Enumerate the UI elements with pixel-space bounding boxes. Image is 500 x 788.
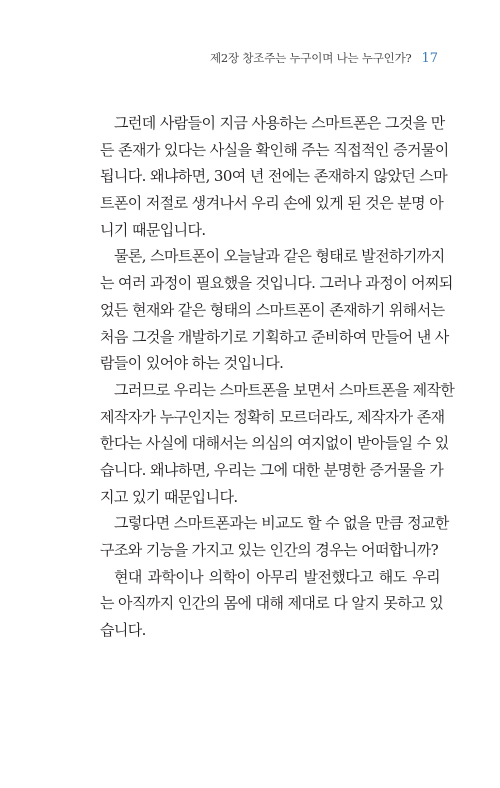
text-line: 현대 과학이나 의학이 아무리 발전했다고 해도 우리 [114, 567, 440, 586]
text-line: 그런데 사람들이 지금 사용하는 스마트폰은 그것을 만 [114, 114, 445, 132]
text-line: 한다는 사실에 대해서는 의심의 여지없이 받아들일 수 있 [100, 434, 449, 453]
text-line: 었든 현재와 같은 형태의 스마트폰이 존재하기 위해서는 [100, 300, 445, 319]
paragraph [100, 564, 444, 644]
text-line: 구조와 기능을 가지고 있는 인간의 경우는 어떠합니까? [100, 541, 439, 559]
text-line: 든 존재가 있다는 사실을 확인해 주는 직접적인 증거물이 [100, 140, 449, 159]
text-line: 지고 있기 때문입니다. [100, 487, 238, 506]
body-text [100, 110, 455, 644]
paragraph [100, 110, 449, 243]
text-line: 람들이 있어야 하는 것입니다. [100, 354, 284, 373]
text-line: 트폰이 저절로 생겨나서 우리 손에 있게 된 것은 분명 아 [100, 194, 444, 213]
paragraph [100, 243, 453, 376]
text-line: 는 아직까지 인간의 몸에 대해 제대로 다 알지 못하고 있 [100, 594, 444, 613]
text-line: 물론, 스마트폰이 오늘날과 같은 형태로 발전하기까지 [114, 247, 445, 266]
text-line: 제작자가 누구인지는 정확히 모르더라도, 제작자가 존재 [100, 407, 445, 426]
running-head [210, 50, 438, 66]
paragraph [100, 510, 449, 563]
text-line: 처음 그것을 개발하기로 기획하고 준비하여 만들어 낸 사 [100, 327, 449, 346]
page-number: 17 [421, 51, 438, 66]
text-line: 는 여러 과정이 필요했을 것입니다. 그러나 과정이 어찌되 [100, 274, 453, 293]
text-line: 습니다. 왜냐하면, 우리는 그에 대한 분명한 증거물을 가 [100, 460, 444, 479]
text-line: 습니다. [100, 621, 146, 640]
text-line: 그러므로 우리는 스마트폰을 보면서 스마트폰을 제작한 [114, 380, 455, 399]
chapter-title: 제2장 창조주는 누구이며 나는 누구인가? [210, 51, 412, 65]
text-line: 됩니다. 왜냐하면, 30여 년 전에는 존재하지 않았던 스마 [100, 167, 448, 186]
text-line: 니기 때문입니다. [100, 220, 206, 239]
paragraph [100, 377, 455, 510]
text-line: 그렇다면 스마트폰과는 비교도 할 수 없을 만큼 정교한 [114, 514, 449, 533]
